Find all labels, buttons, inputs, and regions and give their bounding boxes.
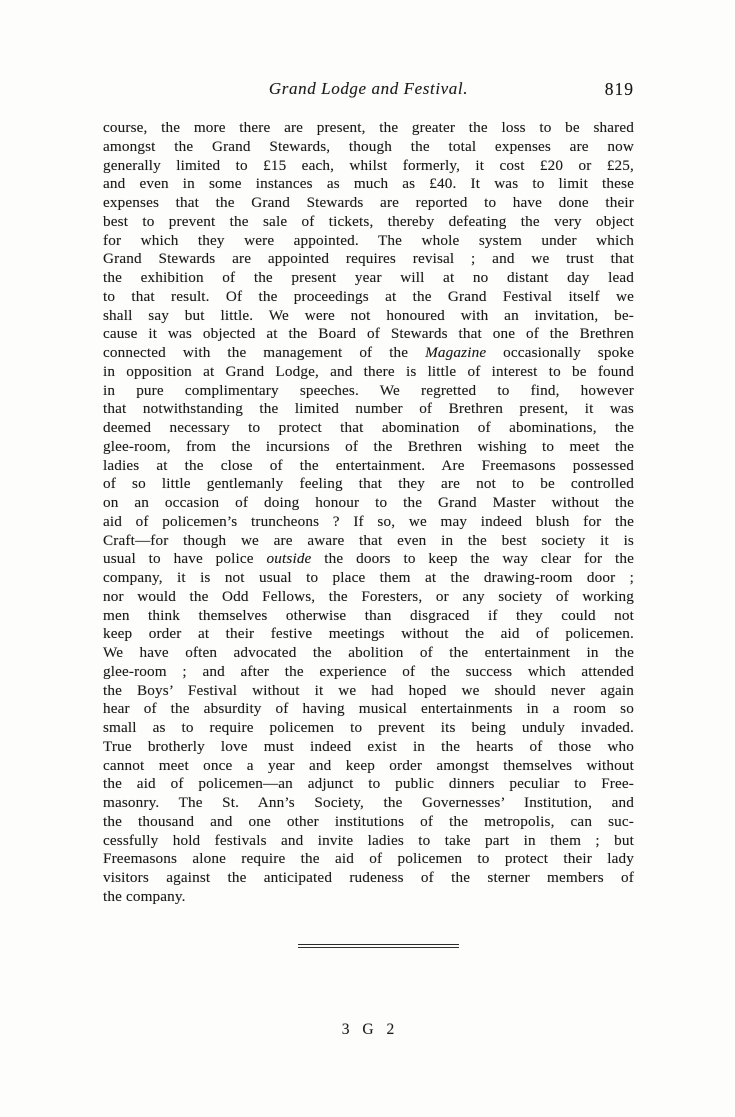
text-line xyxy=(103,757,634,776)
text-segment: True brotherly love must indeed exist in the hearts of those who xyxy=(103,737,634,755)
text-line xyxy=(103,719,634,738)
text-line xyxy=(103,588,634,607)
text-line xyxy=(103,869,634,888)
text-segment: company, it is not usual to place them at the drawing-room door ; xyxy=(103,569,634,586)
text-line xyxy=(103,775,634,794)
text-line xyxy=(103,625,634,644)
text-line xyxy=(103,550,634,569)
text-segment: occasionally spoke xyxy=(486,344,634,361)
text-line xyxy=(103,400,634,419)
text-line xyxy=(103,419,634,438)
text-segment: the aid of policemen—an adjunct to public dinners peculiar to Free- xyxy=(103,775,634,793)
text-segment: that notwithstanding the limited number of Brethren present, it was xyxy=(103,400,634,418)
text-segment: cessfully hold festivals and invite ladies to take part in them ; but xyxy=(103,831,634,849)
text-segment: shall say but little. We were not honoured with an invitation, be- xyxy=(103,306,634,324)
text-line xyxy=(103,288,634,307)
text-segment: the company. xyxy=(103,887,186,905)
printer-signature: 3 G 2 xyxy=(341,1021,396,1038)
text-line xyxy=(103,607,634,626)
text-segment: We have often advocated the abolition of the entertainment in the xyxy=(103,644,634,661)
page-title: Grand Lodge and Festival. xyxy=(268,79,469,98)
text-segment: aid of policemen’s truncheons ? If so, we may indeed blush for the xyxy=(103,512,634,530)
text-line xyxy=(103,457,634,476)
text-line xyxy=(103,794,634,813)
text-line xyxy=(103,738,634,757)
text-line xyxy=(103,213,634,232)
text-line xyxy=(103,438,634,457)
text-segment: the thousand and one other institutions of the metropolis, can suc- xyxy=(103,812,634,830)
text-line xyxy=(103,644,634,663)
text-line xyxy=(103,832,634,851)
text-line xyxy=(103,138,634,157)
text-line xyxy=(103,888,634,907)
text-segment: usual to have police xyxy=(103,550,267,568)
text-segment: hear of the absurdity of having musical entertainments in a room so xyxy=(103,700,634,718)
text-segment: best to prevent the sale of tickets, thereby defeating the very object xyxy=(103,212,634,230)
text-line xyxy=(103,232,634,251)
text-segment: the doors to keep the way clear for the xyxy=(311,550,634,568)
text-line xyxy=(103,344,634,363)
text-line xyxy=(103,475,634,494)
text-line xyxy=(103,850,634,869)
text-line xyxy=(103,194,634,213)
text-segment: Craft—for though we are aware that even in the best society it is xyxy=(103,531,634,549)
text-line xyxy=(103,250,634,269)
text-segment: course, the more there are present, the greater the loss to be shared xyxy=(103,119,634,136)
text-segment: generally limited to £15 each, whilst formerly, it cost £20 or £25, xyxy=(103,156,634,174)
text-line xyxy=(103,325,634,344)
text-line xyxy=(103,157,634,176)
text-line xyxy=(103,813,634,832)
text-segment: connected with the management of the xyxy=(103,344,426,361)
page-number: 819 xyxy=(604,79,634,99)
text-line xyxy=(103,119,634,138)
text-line xyxy=(103,269,634,288)
text-line xyxy=(103,363,634,382)
text-line xyxy=(103,682,634,701)
text-segment: men think themselves otherwise than disgraced if they could not xyxy=(103,606,634,624)
text-line xyxy=(103,700,634,719)
text-segment: nor would the Odd Fellows, the Foresters, or any society of working xyxy=(103,587,634,605)
text-segment: the exhibition of the present year will at no distant day lead xyxy=(103,269,634,286)
text-segment: visitors against the anticipated rudeness of the sterner members of xyxy=(103,869,634,886)
text-segment: glee-room ; and after the experience of the success which attended xyxy=(103,662,634,680)
text-segment: and even in some instances as much as £40. It was to limit these xyxy=(103,175,634,193)
text-segment: small as to require policemen to prevent its being unduly invaded. xyxy=(103,719,634,736)
text-segment: Freemasons alone require the aid of policemen to protect their lady xyxy=(103,850,634,868)
text-segment: deemed necessary to protect that abomination of abominations, the xyxy=(103,419,634,436)
text-line xyxy=(103,513,634,532)
section-divider xyxy=(298,944,459,948)
italic-text-segment: outside xyxy=(266,550,312,568)
text-line xyxy=(103,307,634,326)
text-segment: in pure complimentary speeches. We regretted to find, however xyxy=(103,381,634,399)
text-line xyxy=(103,663,634,682)
text-segment: expenses that the Grand Stewards are reported to have done their xyxy=(103,194,634,211)
text-segment: in opposition at Grand Lodge, and there is little of interest to be found xyxy=(103,362,634,380)
text-segment: masonry. The St. Ann’s Society, the Governesses’ Institution, and xyxy=(103,794,634,811)
text-segment: cause it was objected at the Board of Stewards that one of the Brethren xyxy=(103,325,634,343)
text-segment: to that result. Of the proceedings at the Grand Festival itself we xyxy=(103,287,634,305)
text-segment: Grand Stewards are appointed requires revisal ; and we trust that xyxy=(103,250,634,268)
text-segment: of so little gentlemanly feeling that they are not to be controlled xyxy=(103,475,634,493)
text-line xyxy=(103,382,634,401)
text-line xyxy=(103,569,634,588)
text-segment: cannot meet once a year and keep order amongst themselves without xyxy=(103,756,634,774)
text-segment: amongst the Grand Stewards, though the total expenses are now xyxy=(103,137,634,155)
text-segment: glee-room, from the incursions of the Brethren wishing to meet the xyxy=(103,437,634,455)
text-segment: ladies at the close of the entertainment. Are Freemasons possessed xyxy=(103,456,634,474)
text-segment: the Boys’ Festival without it we had hoped we should never again xyxy=(103,681,634,699)
text-segment: keep order at their festive meetings without the aid of policemen. xyxy=(103,625,634,643)
text-line xyxy=(103,532,634,551)
body-text xyxy=(103,119,634,907)
italic-text-segment: Magazine xyxy=(425,344,487,361)
running-head xyxy=(103,79,634,101)
text-line xyxy=(103,175,634,194)
text-segment: on an occasion of doing honour to the Grand Master without the xyxy=(103,494,634,511)
text-line xyxy=(103,494,634,513)
text-segment: for which they were appointed. The whole system under which xyxy=(103,231,634,249)
